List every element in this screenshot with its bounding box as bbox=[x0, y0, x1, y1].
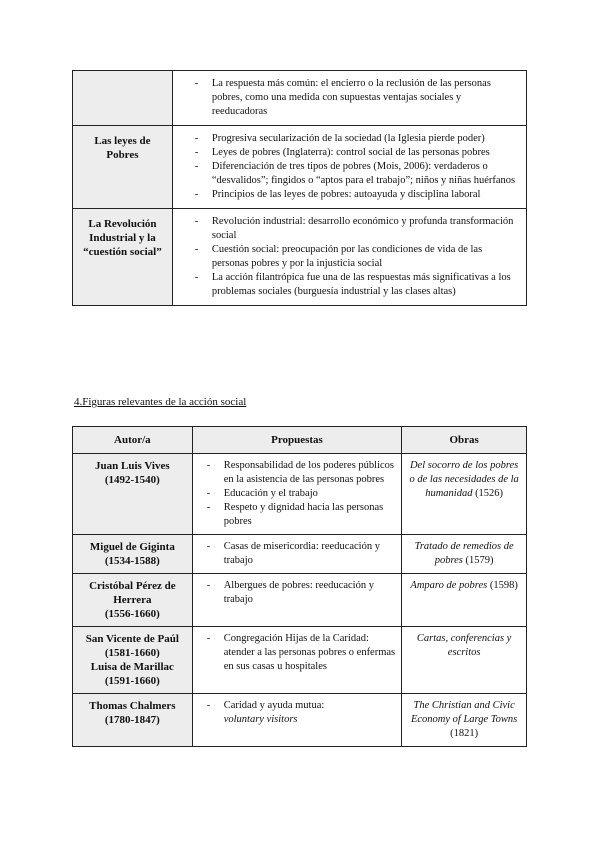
table-row bbox=[73, 574, 527, 627]
author-name: Thomas Chalmers bbox=[89, 700, 176, 712]
proposals-cell bbox=[192, 627, 402, 694]
list-item: - Casas de misericordia: reeducación y trabajo bbox=[207, 540, 396, 568]
list-item: - Cuestión social: preocupación por las condiciones de vida de las personas pobres y por la injusticia social bbox=[195, 243, 518, 271]
work-year: (1821) bbox=[450, 728, 479, 739]
author-cell bbox=[73, 535, 193, 574]
work-cell bbox=[402, 454, 527, 535]
work-cell bbox=[402, 627, 527, 694]
author-dates: (1534-1588) bbox=[104, 555, 160, 567]
author-dates: (1492-1540) bbox=[104, 474, 160, 486]
author-dates: (1591-1660) bbox=[104, 675, 160, 687]
list-item: - Albergues de pobres: reeducación y trabajo bbox=[207, 579, 396, 607]
author-cell bbox=[73, 574, 193, 627]
row-content bbox=[172, 209, 526, 306]
list-item: - Congregación Hijas de la Caridad: atender a las personas pobres o enfermas en sus casas u hospitales bbox=[207, 632, 396, 674]
list-item bbox=[207, 699, 396, 727]
figures-table bbox=[72, 426, 527, 747]
list-item: - Principios de las leyes de pobres: autoayuda y disciplina laboral bbox=[195, 188, 518, 202]
table-row bbox=[73, 627, 527, 694]
table-row bbox=[73, 209, 527, 306]
work-title: Del socorro de los pobres o de las necesidades de la humanidad bbox=[409, 460, 519, 499]
header-row bbox=[73, 427, 527, 454]
table-row bbox=[73, 694, 527, 747]
list-item: - Leyes de pobres (Inglaterra): control social de las personas pobres bbox=[195, 146, 518, 160]
author-name-2: Luisa de Marillac bbox=[90, 661, 174, 673]
list-item: - Progresiva secularización de la sociedad (la Iglesia pierde poder) bbox=[195, 132, 518, 146]
list-item: - Respeto y dignidad hacia las personas pobres bbox=[207, 501, 396, 529]
author-dates: (1780-1847) bbox=[104, 714, 160, 726]
author-name: Juan Luis Vives bbox=[95, 460, 170, 472]
row-label bbox=[73, 71, 173, 126]
work-year: (1526) bbox=[472, 488, 504, 499]
table-row bbox=[73, 535, 527, 574]
row-content bbox=[172, 71, 526, 126]
column-header-proposals: Propuestas bbox=[192, 427, 402, 454]
work-cell bbox=[402, 535, 527, 574]
author-cell bbox=[73, 694, 193, 747]
history-table bbox=[72, 70, 527, 306]
author-name: San Vicente de Paúl (1581-1660) bbox=[85, 633, 179, 659]
column-header-author: Autor/a bbox=[73, 427, 193, 454]
table-row bbox=[73, 71, 527, 126]
proposal-text: Caridad y ayuda mutua: bbox=[223, 700, 325, 711]
author-cell bbox=[73, 454, 193, 535]
work-year: (1598) bbox=[487, 580, 518, 591]
work-title: Amparo de pobres bbox=[410, 580, 488, 591]
proposals-cell bbox=[192, 694, 402, 747]
proposal-italic: voluntary visitors bbox=[223, 714, 298, 725]
author-cell bbox=[73, 627, 193, 694]
row-label: La Revolución Industrial y la “cuestión social” bbox=[73, 209, 173, 306]
column-header-works: Obras bbox=[402, 427, 527, 454]
author-name: Cristóbal Pérez de Herrera bbox=[89, 580, 176, 606]
proposals-cell bbox=[192, 535, 402, 574]
row-label: Las leyes de Pobres bbox=[73, 126, 173, 209]
work-title: The Christian and Civic Economy of Large Towns bbox=[410, 700, 518, 725]
work-title: Tratado de remedios de pobres bbox=[414, 541, 514, 566]
author-dates: (1556-1660) bbox=[104, 608, 160, 620]
list-item: - Diferenciación de tres tipos de pobres (Mois, 2006): verdaderos o “desvalidos”; fingidos o “aptos para el trabajo”; niños y niñas huérfanos bbox=[195, 160, 518, 188]
work-title: Cartas, conferencias y escritos bbox=[416, 633, 512, 658]
proposals-cell bbox=[192, 574, 402, 627]
table-row bbox=[73, 126, 527, 209]
work-year: (1579) bbox=[462, 555, 494, 566]
list-item: - Responsabilidad de los poderes públicos en la asistencia de las personas pobres bbox=[207, 459, 396, 487]
table-row bbox=[73, 454, 527, 535]
work-cell bbox=[402, 694, 527, 747]
row-content bbox=[172, 126, 526, 209]
list-item: - La respuesta más común: el encierro o la reclusión de las personas pobres, como una medida con supuestas ventajas sociales y reeducadoras bbox=[195, 77, 518, 119]
list-item: - La acción filantrópica fue una de las respuestas más significativas a los problemas sociales (burguesía industrial y las clases altas) bbox=[195, 271, 518, 299]
author-name: Miguel de Giginta bbox=[89, 541, 175, 553]
list-item: - Revolución industrial: desarrollo económico y profunda transformación social bbox=[195, 215, 518, 243]
work-cell bbox=[402, 574, 527, 627]
section-heading: 4.Figuras relevantes de la acción social bbox=[74, 396, 247, 408]
proposals-cell bbox=[192, 454, 402, 535]
list-item: - Educación y el trabajo bbox=[207, 487, 396, 501]
